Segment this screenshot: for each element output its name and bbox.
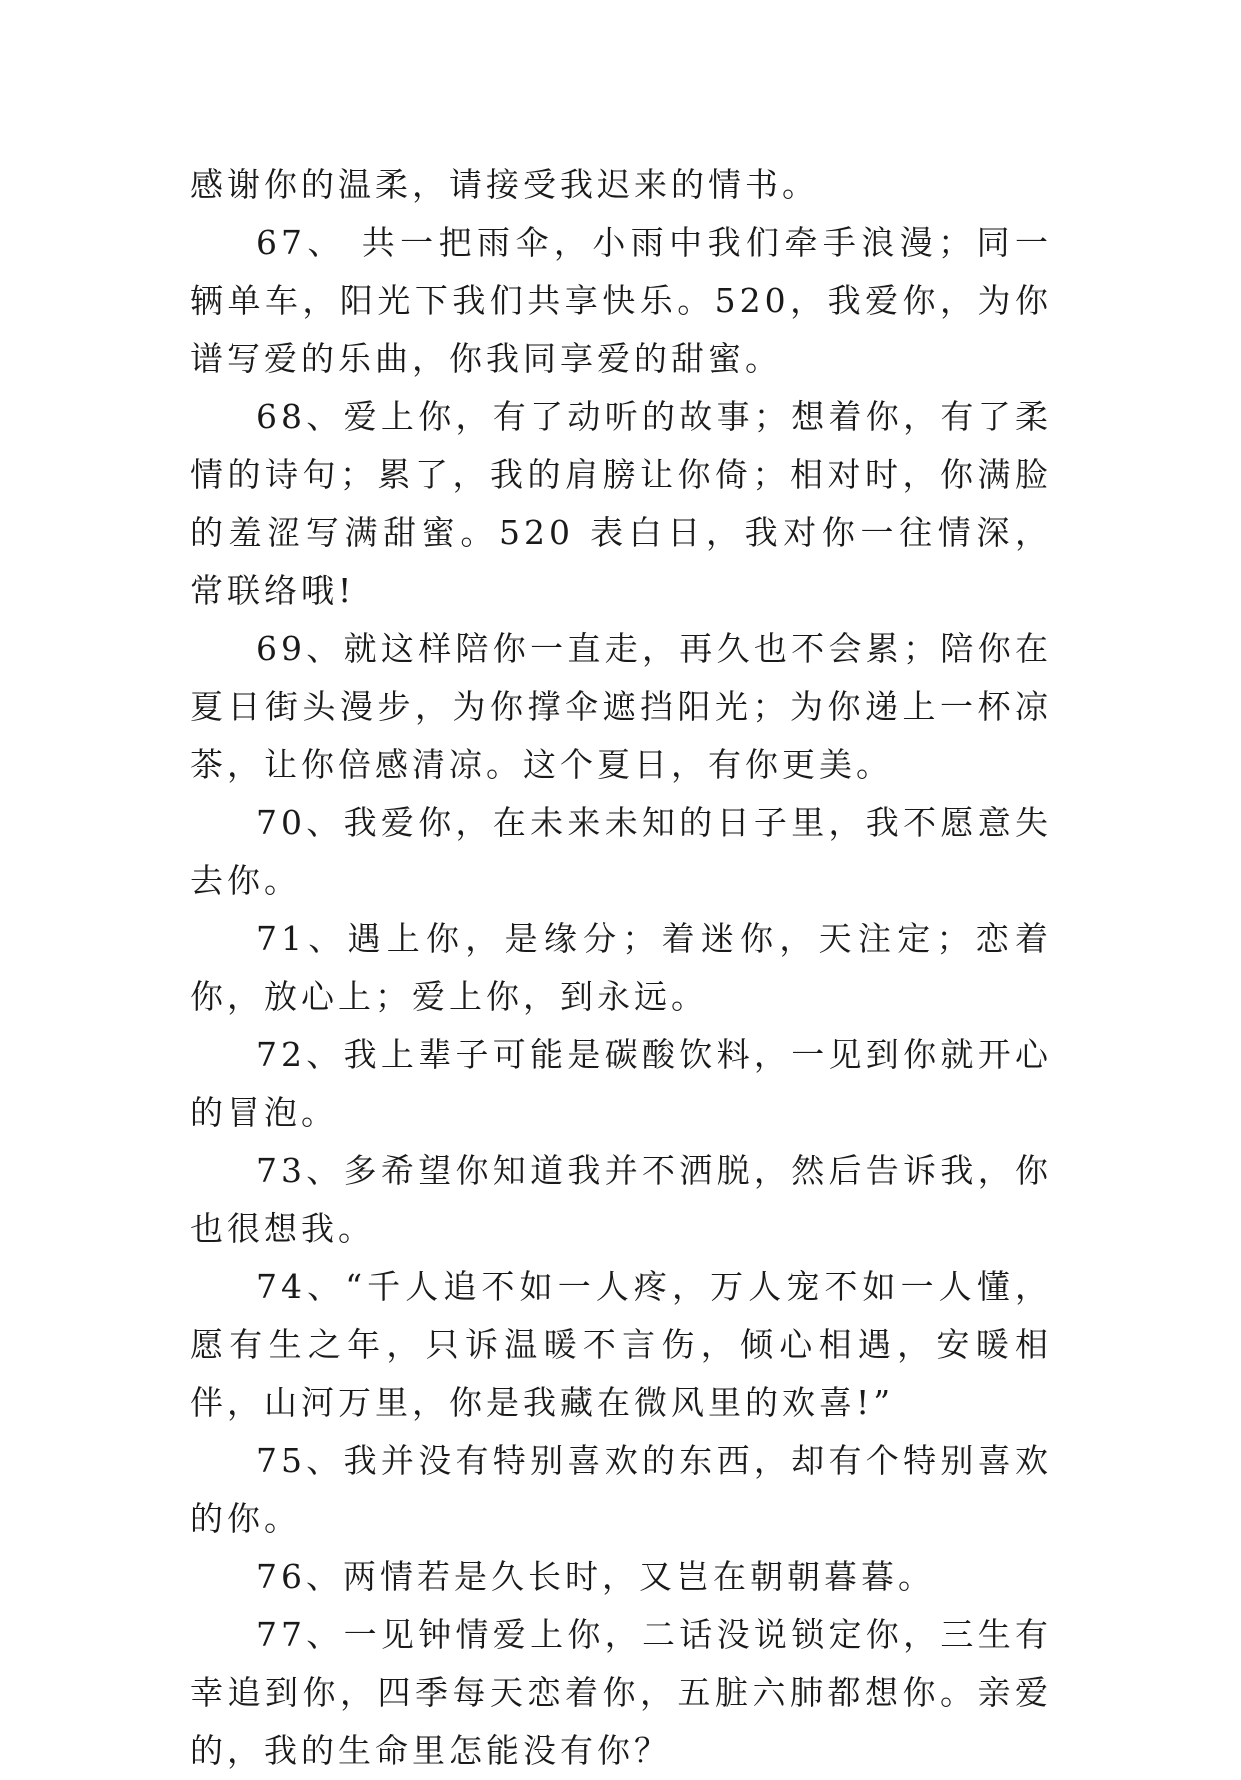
- paragraph-77: 77、一见钟情爱上你，二话没说锁定你，三生有幸追到你，四季每天恋着你，五脏六肺都想你。亲爱的，我的生命里怎能没有你？: [190, 1615, 1052, 1770]
- paragraph-71: 71、遇上你，是缘分；着迷你，天注定；恋着你，放心上；爱上你，到永远。: [190, 919, 1052, 1016]
- paragraph-72: 72、我上辈子可能是碳酸饮料，一见到你就开心的冒泡。: [190, 1035, 1052, 1132]
- paragraph-68: 68、爱上你，有了动听的故事；想着你，有了柔情的诗句；累了，我的肩膀让你倚；相对时，你满脸的羞涩写满甜蜜。520 表白日，我对你一往情深，常联络哦!: [190, 397, 1052, 610]
- paragraph-70: 70、我爱你，在未来未知的日子里，我不愿意失去你。: [190, 803, 1052, 900]
- paragraph-69: 69、就这样陪你一直走，再久也不会累；陪你在夏日街头漫步，为你撑伞遮挡阳光；为你递上一杯凉茶，让你倍感清凉。这个夏日，有你更美。: [190, 629, 1052, 784]
- paragraph-73: 73、多希望你知道我并不洒脱，然后告诉我，你也很想我。: [190, 1151, 1052, 1248]
- paragraph-75: 75、我并没有特别喜欢的东西，却有个特别喜欢的你。: [190, 1441, 1052, 1538]
- paragraph-74: 74、“千人追不如一人疼，万人宠不如一人懂，愿有生之年，只诉温暖不言伤，倾心相遇，安暖相伴，山河万里，你是我藏在微风里的欢喜!”: [190, 1267, 1052, 1422]
- paragraph-67: 67、 共一把雨伞，小雨中我们牵手浪漫；同一辆单车，阳光下我们共享快乐。520，我爱你，为你谱写爱的乐曲，你我同享爱的甜蜜。: [190, 223, 1052, 378]
- paragraph-0: 感谢你的温柔，请接受我迟来的情书。: [190, 165, 819, 204]
- document-body: [190, 156, 1052, 1780]
- paragraph-76: 76、两情若是久长时，又岂在朝朝暮暮。: [256, 1557, 935, 1596]
